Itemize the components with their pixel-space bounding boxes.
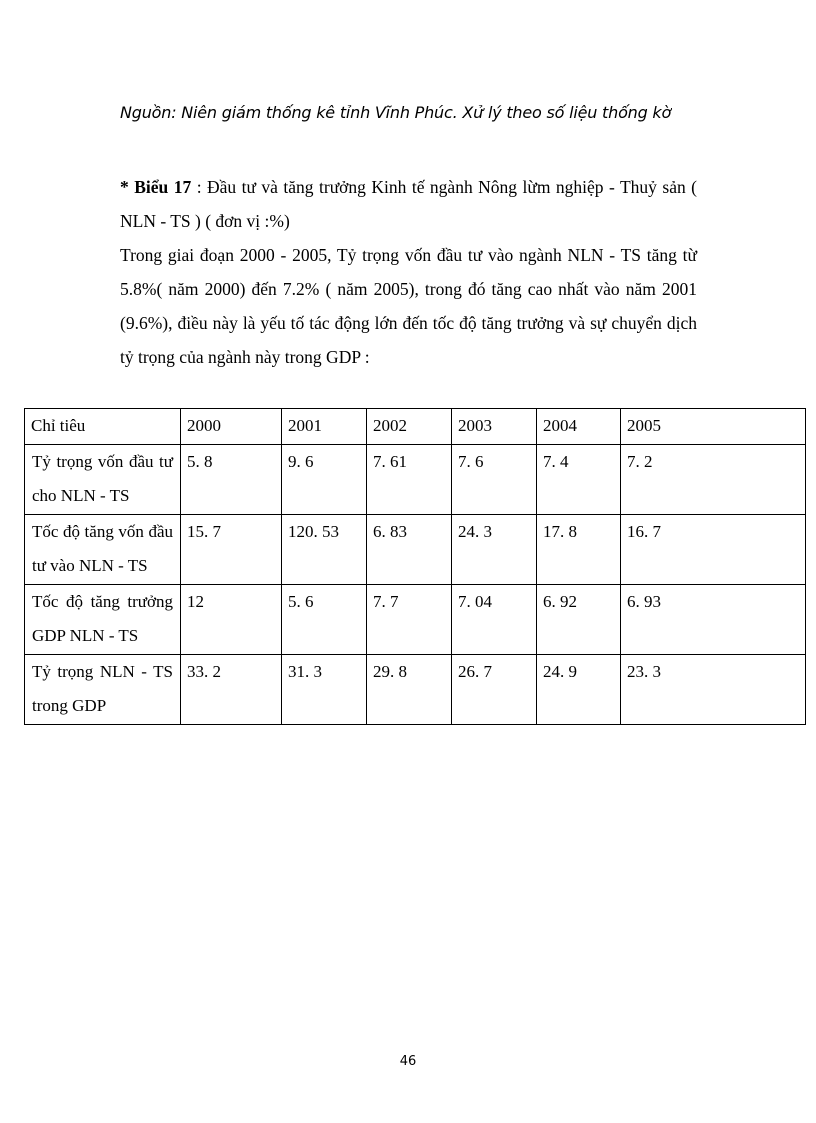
table-cell: 7. 61 — [367, 444, 452, 514]
table-row — [25, 584, 806, 654]
table-cell: 6. 93 — [621, 584, 806, 654]
table-cell: 31. 3 — [282, 654, 367, 724]
table-cell: 17. 8 — [537, 514, 621, 584]
table-cell: 26. 7 — [452, 654, 537, 724]
table-header-cell: 2001 — [282, 409, 367, 445]
table-cell: 29. 8 — [367, 654, 452, 724]
chart-caption-text: : Đầu tư và tăng trưởng Kinh tế ngành Nông lừm nghiệp - Thuỷ sản ( NLN - TS ) ( đơn vị :%) — [120, 177, 698, 231]
table-cell: 7. 4 — [537, 444, 621, 514]
table-cell: 15. 7 — [181, 514, 282, 584]
chart-caption — [120, 170, 697, 238]
row-label: Tỷ trọng vốn đầu tư cho NLN - TS — [25, 444, 181, 514]
table-cell: 6. 92 — [537, 584, 621, 654]
table-header-cell: 2005 — [621, 409, 806, 445]
investment-growth-table — [24, 408, 806, 725]
chart-number: * Biểu 17 — [120, 177, 192, 197]
table-cell: 24. 3 — [452, 514, 537, 584]
table-cell: 5. 6 — [282, 584, 367, 654]
table-cell: 16. 7 — [621, 514, 806, 584]
table-row — [25, 514, 806, 584]
table-cell: 7. 7 — [367, 584, 452, 654]
table-row — [25, 444, 806, 514]
table-cell: 7. 2 — [621, 444, 806, 514]
table-header-cell: Chỉ tiêu — [25, 409, 181, 445]
table-header-cell: 2004 — [537, 409, 621, 445]
row-label: Tốc độ tăng vốn đầu tư vào NLN - TS — [25, 514, 181, 584]
table-header-row — [25, 409, 806, 445]
table-cell: 120. 53 — [282, 514, 367, 584]
row-label: Tốc độ tăng trưởng GDP NLN - TS — [25, 584, 181, 654]
page-number: 46 — [399, 1054, 417, 1069]
table-cell: 6. 83 — [367, 514, 452, 584]
body-text — [120, 170, 697, 374]
table-cell: 12 — [181, 584, 282, 654]
table-cell: 33. 2 — [181, 654, 282, 724]
table-header-cell: 2000 — [181, 409, 282, 445]
table-header-cell: 2003 — [452, 409, 537, 445]
table-header-cell: 2002 — [367, 409, 452, 445]
table-cell: 7. 04 — [452, 584, 537, 654]
table-cell: 24. 9 — [537, 654, 621, 724]
table-cell: 23. 3 — [621, 654, 806, 724]
table-cell: 9. 6 — [282, 444, 367, 514]
source-note: Nguồn: Niên giám thống kê tỉnh Vĩnh Phúc. Xử lý theo số liệu thống kờ — [120, 103, 672, 122]
analysis-paragraph: Trong giai đoạn 2000 - 2005, Tỷ trọng vốn đầu tư vào ngành NLN - TS tăng từ 5.8%( năm 2000) đến 7.2% ( năm 2005), trong đó tăng cao nhất vào năm 2001 (9.6%), điều này là yếu tố tác động lớn đến tốc độ tăng trưởng và sự chuyển dịch tỷ trọng của ngành này trong GDP : — [120, 245, 697, 367]
table-row — [25, 654, 806, 724]
row-label: Tỷ trọng NLN - TS trong GDP — [25, 654, 181, 724]
table-cell: 5. 8 — [181, 444, 282, 514]
table-cell: 7. 6 — [452, 444, 537, 514]
